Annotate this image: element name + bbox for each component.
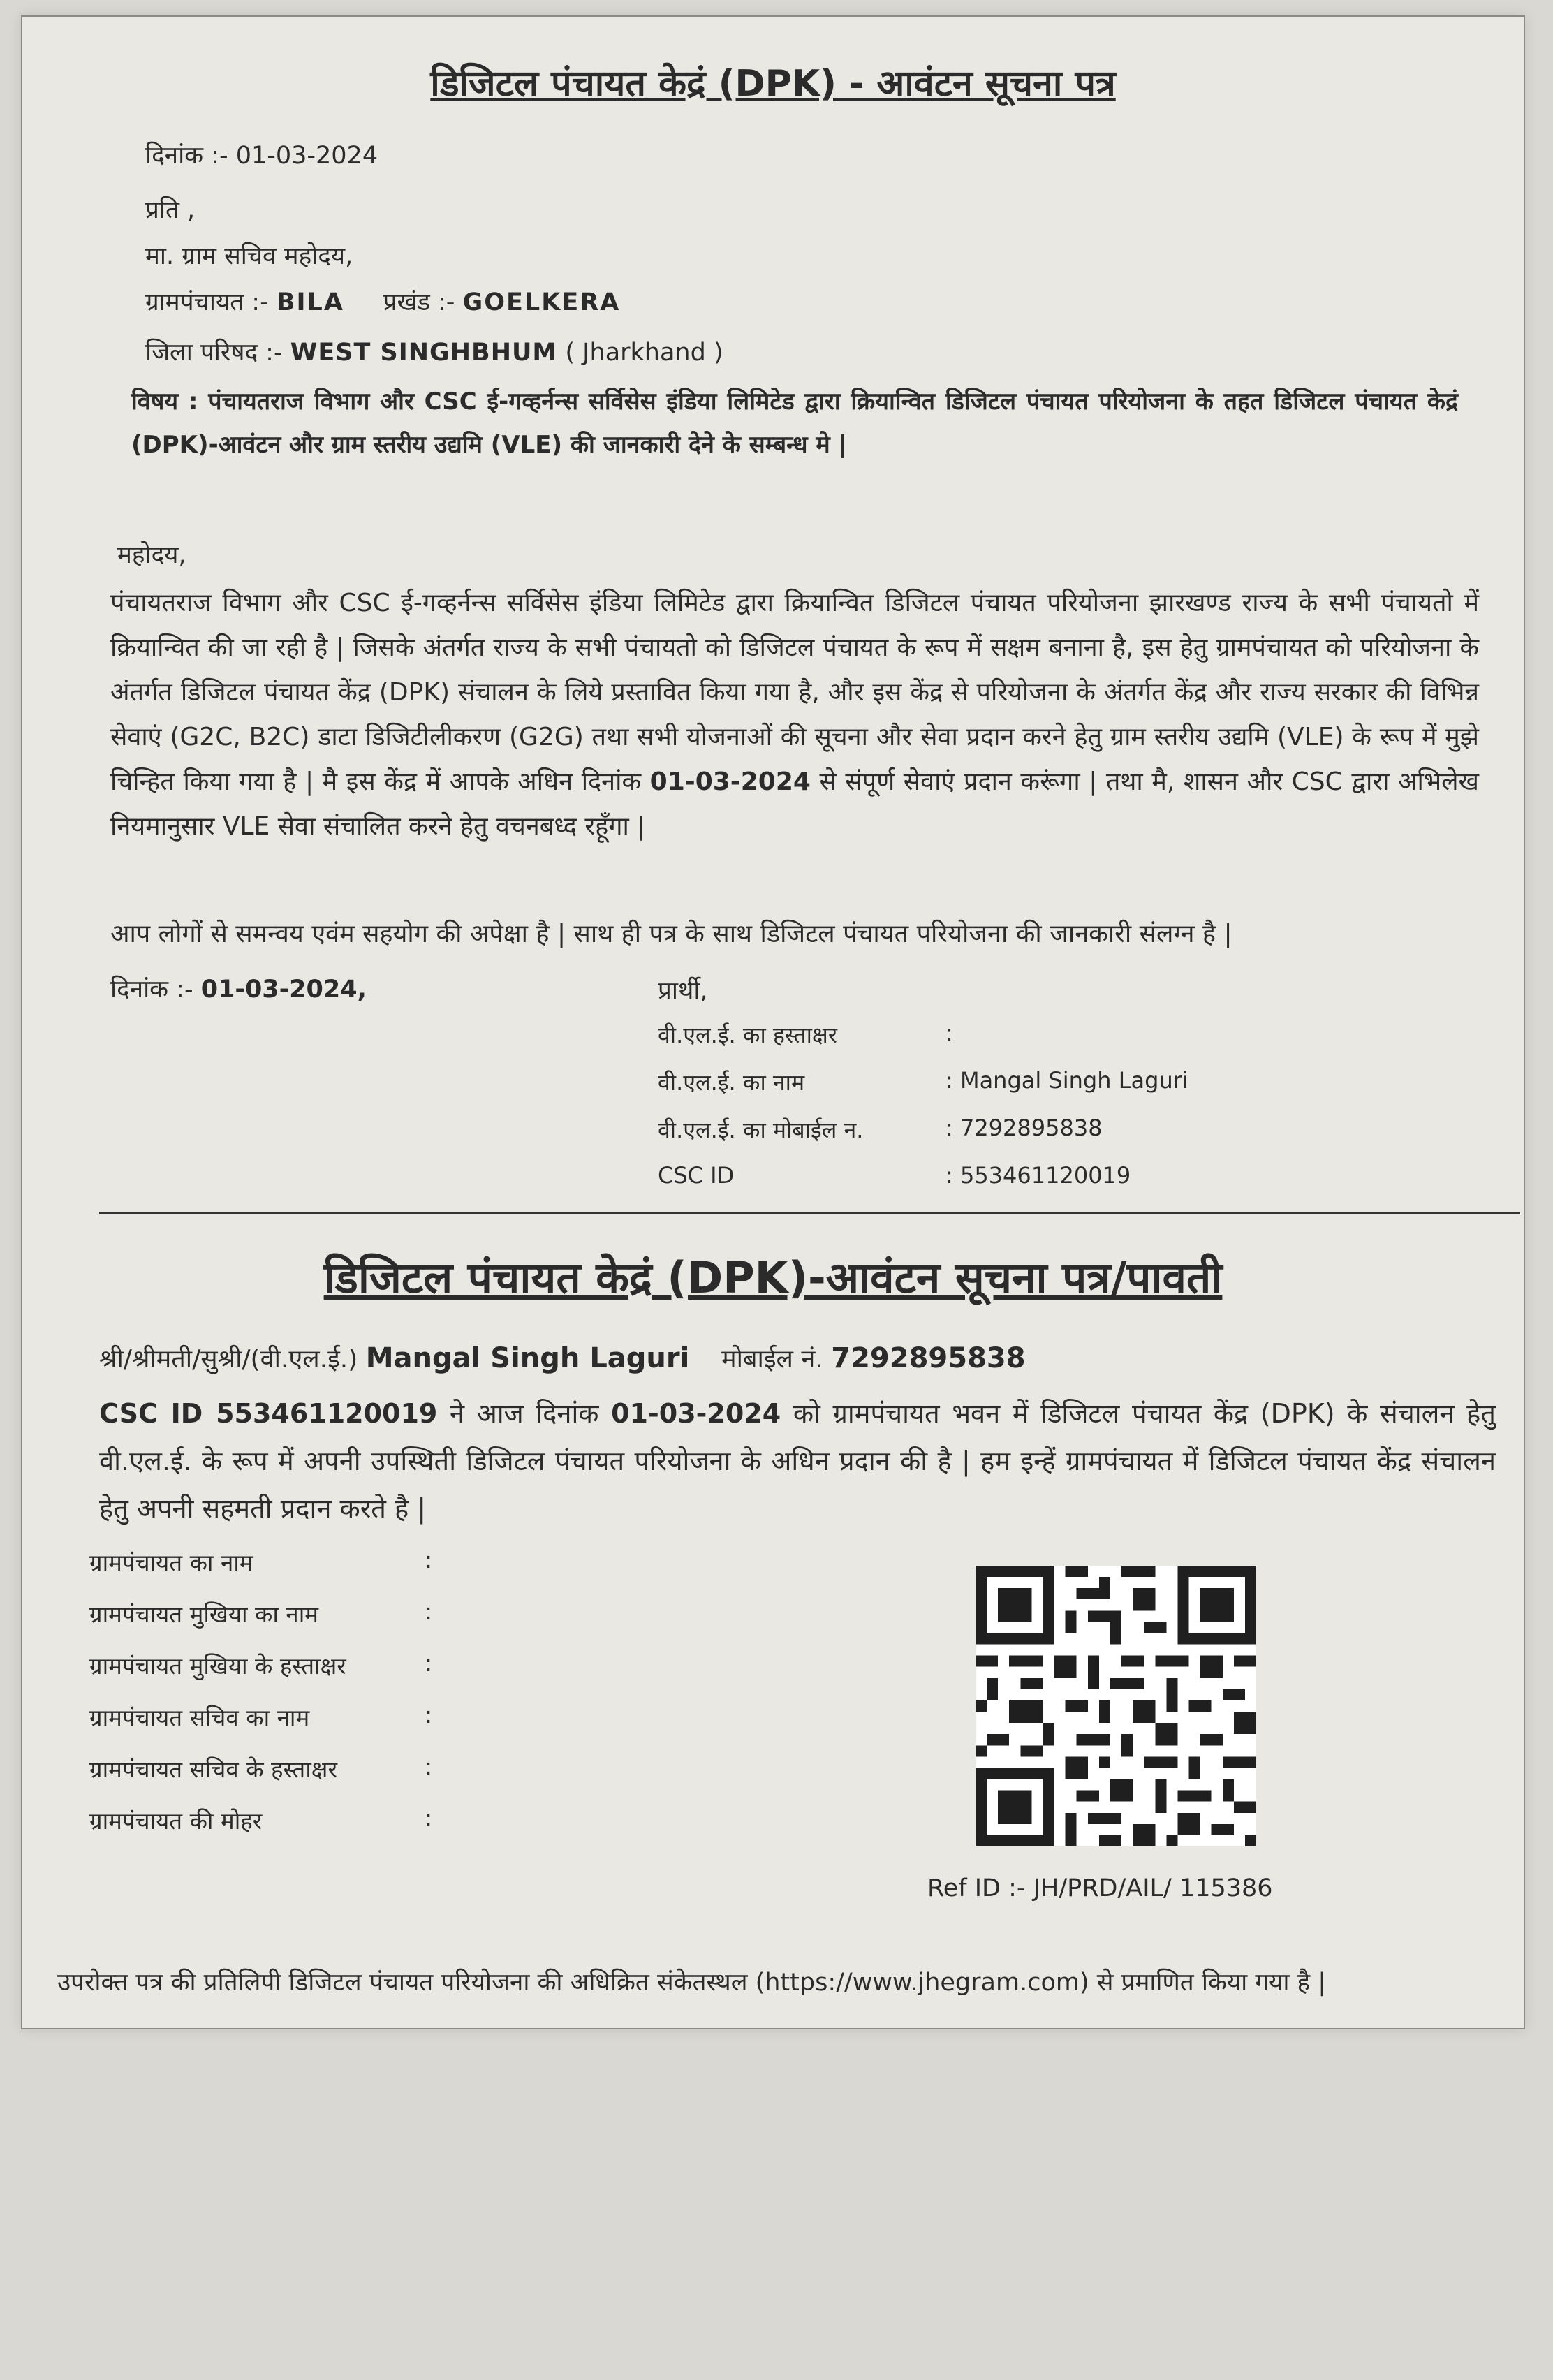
ack-name-line [99,1341,1026,1375]
panchayat-label: ग्रामपंचायत :- [145,288,269,316]
block-value: GOELKERA [462,288,621,316]
vle-row-value: : [945,1020,953,1046]
vle-row: वी.एल.ई. का नाम [658,1069,805,1096]
gp-row: ग्रामपंचायत सचिव के हस्ताक्षर [89,1756,337,1783]
ack-paragraph [99,1390,1496,1532]
body-text-end: से संपूर्ण सेवाएं प्रदान करूंगा | तथा मै, शासन और CSC द्वारा अभिलेख नियमानुसार VLE सेवा संचालित करने हेतु वचनबध्द रहूँगा | [110,767,1479,841]
gp-row: ग्रामपंचायत मुखिया का नाम [89,1601,319,1628]
qr-code-image [976,1566,1256,1846]
letter-title: डिजिटल पंचायत केद्रं (DPK) - आवंटन सूचना पत्र [430,63,1116,105]
applicant-label: प्रार्थी, [658,977,708,1005]
reference-id: Ref ID :- JH/PRD/AIL/ 115386 [927,1874,1273,1902]
ack-mobile: 7292895838 [831,1342,1026,1374]
sign-date-label: दिनांक :- [110,976,193,1004]
gp-row: ग्रामपंचायत का नाम [89,1549,253,1576]
gp-row: ग्रामपंचायत सचिव का नाम [89,1704,310,1731]
sign-date-value: 01-03-2024, [200,976,367,1004]
vle-row: CSC ID [658,1162,735,1189]
gp-row-value: : [425,1701,433,1728]
sign-date [110,967,367,1013]
vle-row-value: : Mangal Singh Laguri [945,1067,1188,1094]
gp-row-value: : [425,1753,433,1780]
ack-text-1: ने आज दिनांक [449,1398,599,1429]
state-value: ( Jharkhand ) [565,339,723,367]
acknowledgement-title: डिजिटल पंचायत केद्रं (DPK)-आवंटन सूचना पत्र/पावती [323,1252,1223,1303]
body-paragraph-2: आप लोगों से समन्वय एवंम सहयोग की अपेक्षा है | साथ ही पत्र के साथ डिजिटल पंचायत परियोजना की जानकारी संलग्न है | [110,920,1232,948]
ack-mobile-label: मोबाईल नं. [721,1345,823,1374]
section-divider [99,1212,1520,1214]
letter-sheet [21,15,1525,2029]
district-label: जिला परिषद :- [145,339,283,367]
letter-date: दिनांक :- 01-03-2024 [145,142,378,170]
gp-row: ग्रामपंचायत की मोहर [89,1807,263,1835]
ack-csc-id: CSC ID 553461120019 [99,1398,438,1429]
gp-row-value: : [425,1546,433,1573]
ack-text-2: को ग्रामपंचायत भवन में डिजिटल पंचायत केंद्र (DPK) के संचालन हेतु वी.एल.ई. के रूप में अपनी उपस्थिती डिजिटल पंचायत परियोजना के अधिन प्रदान की है | हम इन्हें ग्रामपंचायत में डिजिटल पंचायत केंद्र संचालन हेतु अपनी सहमती प्रदान करते है | [99,1398,1496,1524]
district-line [145,330,723,376]
ack-name: Mangal Singh Laguri [365,1342,690,1374]
gp-row-value: : [425,1805,433,1832]
gp-row: ग्रामपंचायत मुखिया के हस्ताक्षर [89,1652,346,1680]
gp-row-value: : [425,1598,433,1625]
vle-row: वी.एल.ई. का हस्ताक्षर [658,1022,837,1048]
body-text-start: पंचायतराज विभाग और CSC ई-गव्हर्नन्स सर्विसेस इंडिया लिमिटेड द्वारा क्रियान्वित डिजिटल पंचायत परियोजना झारखण्ड राज्य के सभी पंचायतो में क्रियान्वित की जा रही है | जिसके अंतर्गत राज्य के सभी पंचायतो को डिजिटल पंचायत के रूप में सक्षम बनाना है, इस हेतु ग्रामपंचायत को परियोजना के अंतर्गत डिजिटल पंचायत केंद्र (DPK) संचालन के लिये प्रस्तावित किया गया है, और इस केंद्र से परियोजना के अंतर्गत केंद्र और राज्य सरकार की विभिन्न सेवाएं (G2C, B2C) डाटा डिजिटीलीकरण (G2G) तथा सभी योजनाओं की सूचना और सेवा प्रदान करने हेतु ग्राम स्तरीय उद्यमि (VLE) के रूप में मुझे चिन्हित किया गया है | मै इस केंद्र में आपके अधिन दिनांक [110,589,1479,796]
ack-date: 01-03-2024 [611,1398,781,1429]
footer-note: उपरोक्त पत्र की प्रतिलिपी डिजिटल पंचायत परियोजना की अधिक्रित संकेतस्थल (https://www.jhegram.com) से प्रमाणित किया गया है | [57,1969,1327,1997]
subject-text: विषय : पंचायतराज विभाग और CSC ई-गव्हर्नन्स सर्विसेस इंडिया लिमिटेड द्वारा क्रियान्वित डिजिटल पंचायत परियोजना के तहत डिजिटल पंचायत केद्रं (DPK)-आवंटन और ग्राम स्तरीय उद्यमि (VLE) की जानकारी देने के सम्बन्ध मे | [131,388,1458,459]
salutation: महोदय, [117,541,186,569]
panchayat-value: BILA [276,288,344,316]
ack-prefix: श्री/श्रीमती/सुश्री/(वी.एल.ई.) [99,1345,358,1374]
vle-row-value: : 553461120019 [945,1162,1131,1189]
gp-row-value: : [425,1650,433,1677]
district-value: WEST SINGHBHUM [290,339,558,367]
panchayat-line [145,279,620,325]
vle-row: वी.एल.ई. का मोबाईल न. [658,1117,864,1143]
to-label: प्रति , [145,196,196,224]
body-date: 01-03-2024 [649,767,811,796]
vle-row-value: : 7292895838 [945,1115,1103,1141]
body-paragraph [110,581,1479,849]
block-label: प्रखंड :- [383,288,455,316]
addressee: मा. ग्राम सचिव महोदय, [145,242,353,270]
